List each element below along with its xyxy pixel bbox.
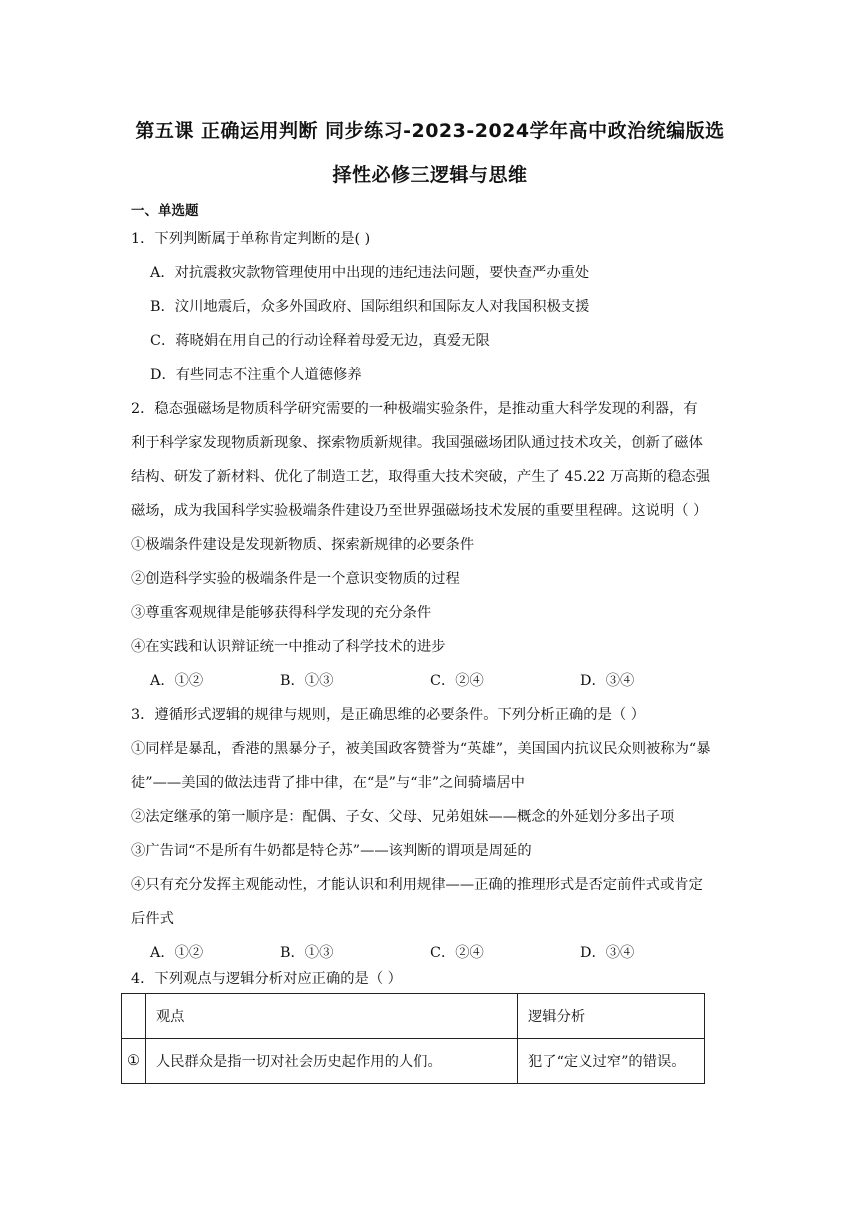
choice-c: C．②④	[430, 945, 484, 961]
question-4-stem: 4．下列观点与逻辑分析对应正确的是（ ）	[131, 971, 402, 987]
question-1-option-d: D．有些同志不注重个人道德修养	[150, 367, 362, 383]
question-3-statement-line: 后件式	[131, 911, 174, 927]
choice-d: D．③④	[580, 945, 635, 961]
table-cell: 人民群众是指一切对社会历史起作用的人们。	[145, 1039, 517, 1084]
table-cell: ①	[122, 1039, 146, 1084]
choice-b: B．①③	[280, 945, 334, 961]
question-3-statement-line: ③广告词“不是所有牛奶都是特仑苏”——该判断的谓项是周延的	[131, 843, 532, 859]
question-2-statement: ①极端条件建设是发现新物质、探索新规律的必要条件	[131, 537, 475, 553]
question-2-stem-line: 磁场，成为我国科学实验极端条件建设乃至世界强磁场技术发展的重要里程碑。这说明（ ）	[131, 503, 708, 519]
question-2-stem-line: 2．稳态强磁场是物质科学研究需要的一种极端实验条件，是推动重大科学发现的利器，有	[131, 401, 698, 417]
question-2-statement: ②创造科学实验的极端条件是一个意识变物质的过程	[131, 571, 460, 587]
choice-a: A．①②	[150, 673, 204, 689]
table-row	[122, 1039, 705, 1084]
document-title-line1: 第五课 正确运用判断 同步练习-2023-2024学年高中政治统编版选	[135, 120, 725, 142]
question-1-stem: 1．下列判断属于单称肯定判断的是( )	[131, 231, 371, 247]
question-3-statement-line: ④只有充分发挥主观能动性，才能认识和利用规律——正确的推理形式是否定前件式或肯定	[131, 877, 703, 893]
question-2-statement: ③尊重客观规律是能够获得科学发现的充分条件	[131, 605, 432, 621]
table-cell: 犯了“定义过窄”的错误。	[518, 1039, 705, 1084]
question-3-statement-line: ①同样是暴乱，香港的黑暴分子，被美国政客赞誉为“英雄”，美国国内抗议民众则被称为“暴	[131, 741, 711, 757]
table-header-cell: 逻辑分析	[518, 994, 705, 1039]
question-3-stem: 3．遵循形式逻辑的规律与规则，是正确思维的必要条件。下列分析正确的是（ ）	[131, 707, 646, 723]
question-1-option-b: B．汶川地震后，众多外国政府、国际组织和国际友人对我国积极支援	[150, 299, 590, 315]
question-3-statement-line: ②法定继承的第一顺序是：配偶、子女、父母、兄弟姐妹——概念的外延划分多出子项	[131, 809, 675, 825]
table-header-row	[122, 994, 705, 1039]
question-2-stem-line: 利于科学家发现物质新现象、探索物质新规律。我国强磁场团队通过技术攻关，创新了磁体	[131, 435, 703, 451]
document-title-line2: 择性必修三逻辑与思维	[332, 164, 528, 186]
question-4-table	[121, 993, 705, 1084]
question-2-stem-line: 结构、研发了新材料、优化了制造工艺，取得重大技术突破，产生了 45.22 万高斯的稳态强	[131, 469, 710, 485]
section-heading: 一、单选题	[131, 203, 199, 219]
question-1-option-a: A．对抗震救灾款物管理使用中出现的违纪违法问题，要快查严办重处	[150, 265, 590, 281]
choice-c: C．②④	[430, 673, 484, 689]
choice-b: B．①③	[280, 673, 334, 689]
question-2-statement: ④在实践和认识辩证统一中推动了科学技术的进步	[131, 639, 446, 655]
choice-d: D．③④	[580, 673, 635, 689]
question-1-option-c: C．蒋晓娟在用自己的行动诠释着母爱无边，真爱无限	[150, 333, 490, 349]
question-3-statement-line: 徒”——美国的做法违背了排中律，在“是”与“非”之间骑墙居中	[131, 775, 525, 791]
table-header-cell: 观点	[145, 994, 517, 1039]
choice-a: A．①②	[150, 945, 204, 961]
table-header-cell	[122, 994, 146, 1039]
